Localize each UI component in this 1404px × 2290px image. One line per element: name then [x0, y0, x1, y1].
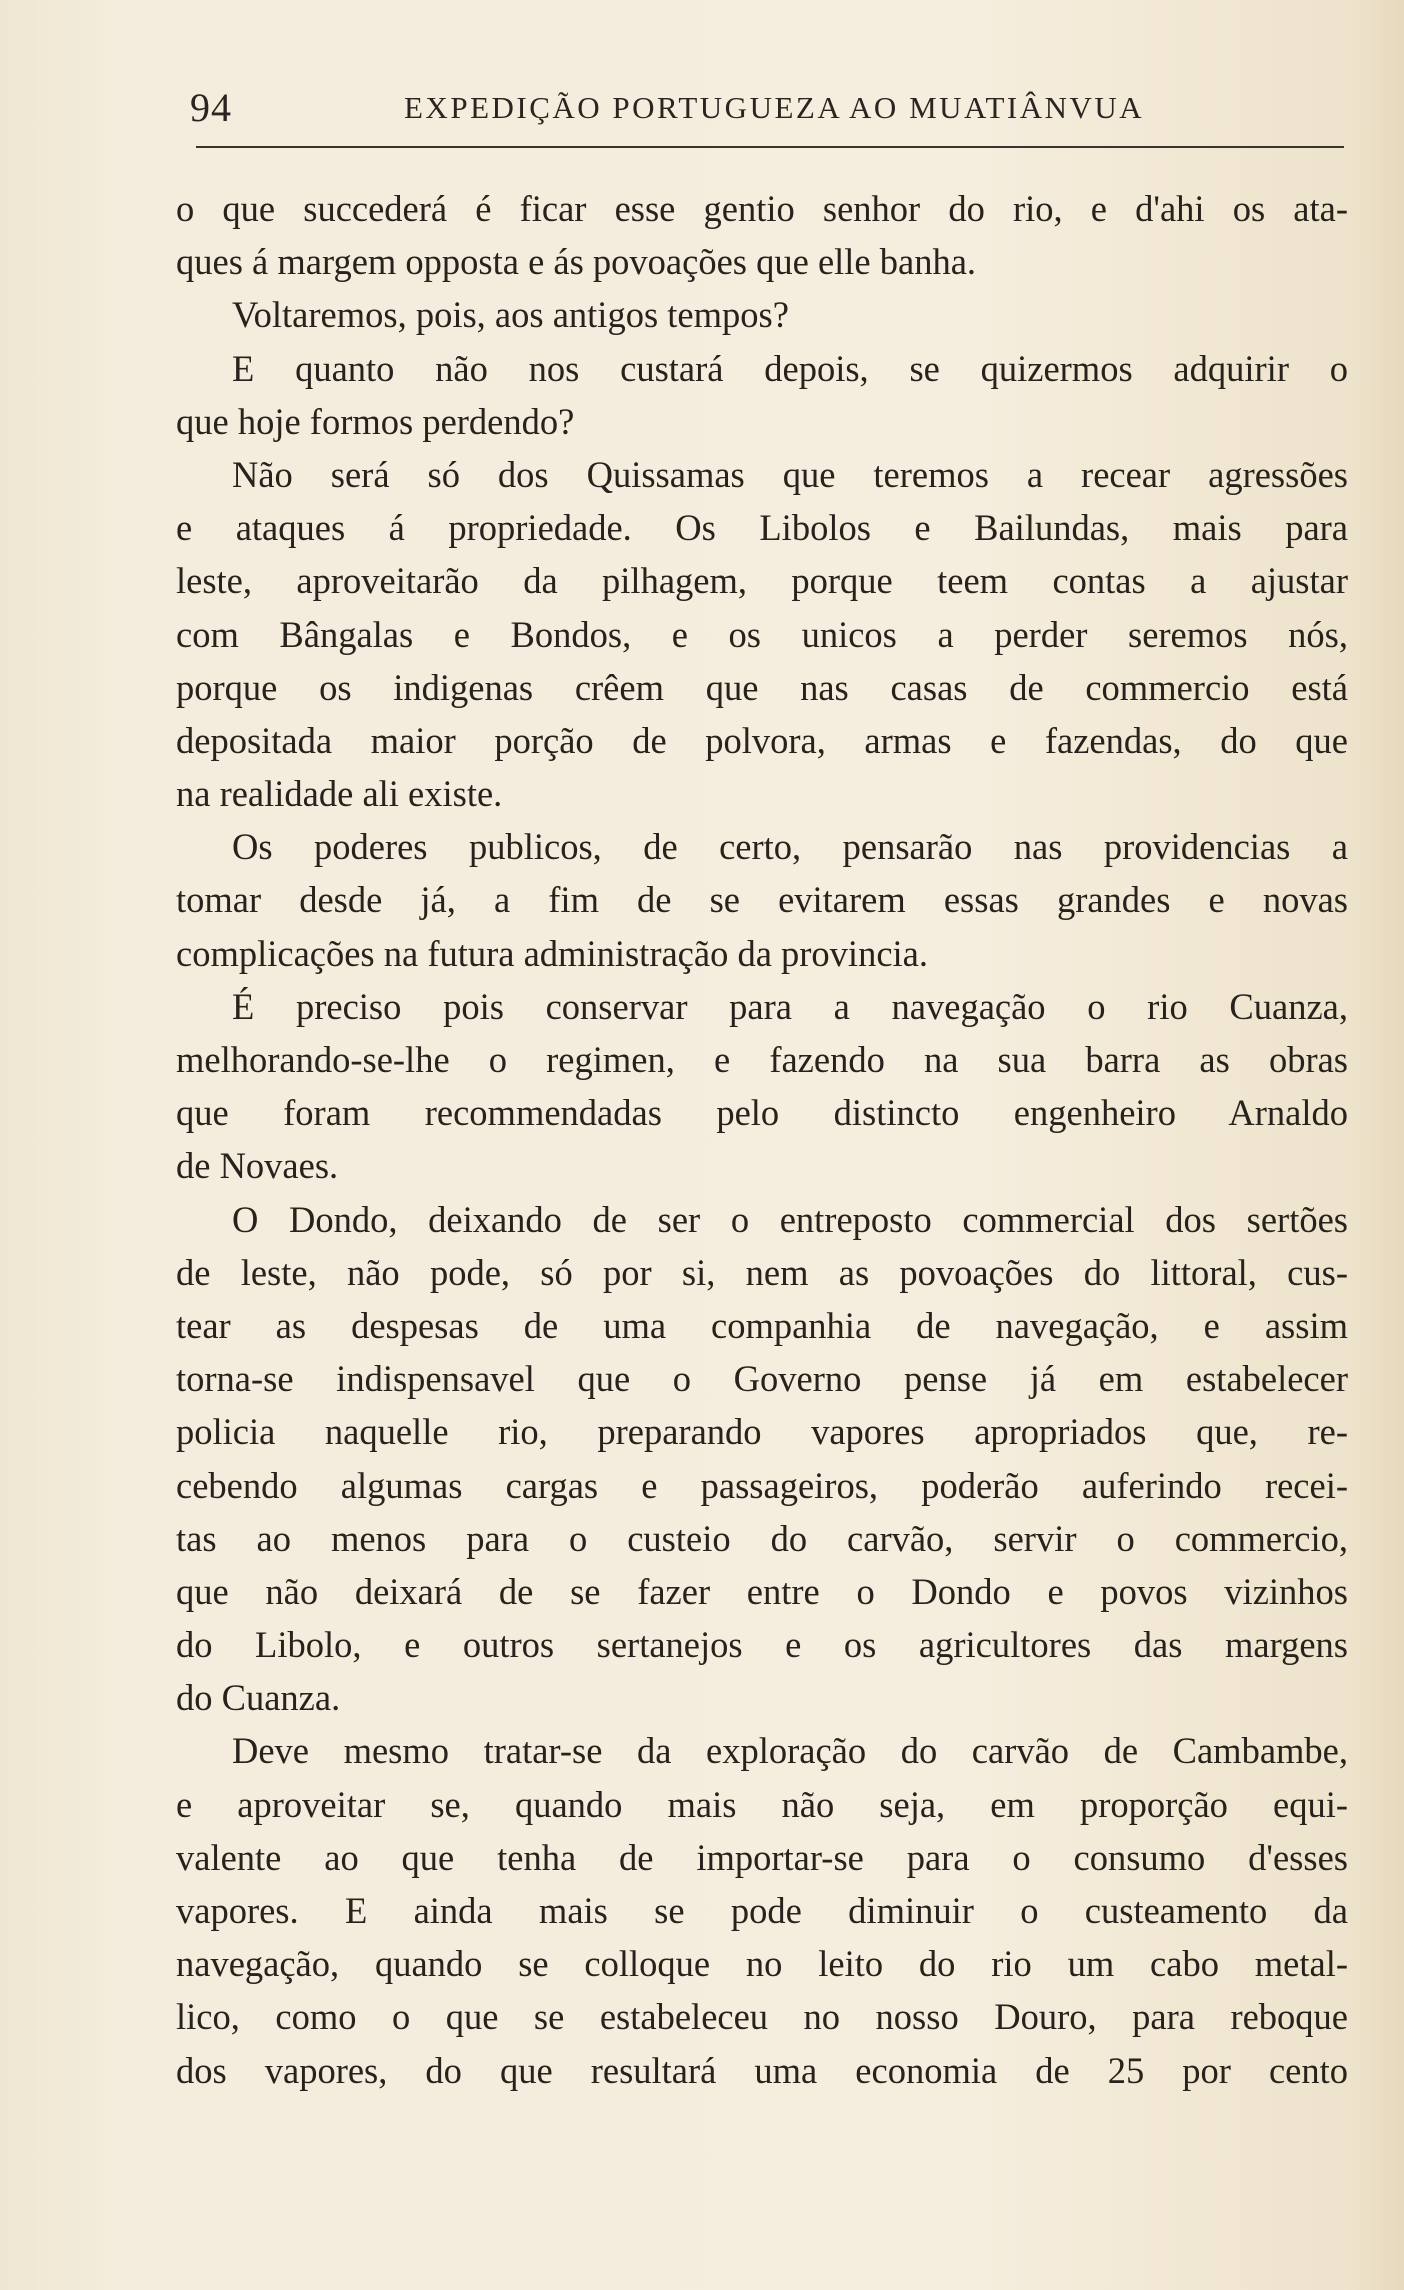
text-line: E quanto não nos custará depois, se quizermos adquirir o: [232, 347, 1348, 389]
header-rule: [196, 146, 1344, 148]
text-line: Deve mesmo tratar-se da exploração do carvão de Cambambe,: [232, 1730, 1348, 1772]
text-line: com Bângalas e Bondos, e os unicos a perder seremos nós,: [176, 613, 1348, 655]
text-line: ques á margem opposta e ás povoações que elle banha.: [176, 241, 977, 283]
text-line: o que succederá é ficar esse gentio senhor do rio, e d'ahi os ata-: [176, 188, 1348, 229]
text-line: vapores. E ainda mais se pode diminuir o custeamento da: [176, 1890, 1348, 1931]
text-line: dos vapores, do que resultará uma economia de 25 por cento: [176, 2049, 1348, 2091]
text-line: Não será só dos Quissamas que teremos a recear agressões: [232, 453, 1348, 495]
page-number: 94: [190, 85, 232, 130]
text-line: leste, aproveitarão da pilhagem, porque teem contas a ajustar: [176, 560, 1348, 602]
text-line: e ataques á propriedade. Os Libolos e Bailundas, mais para: [176, 507, 1348, 549]
text-line: porque os indigenas crêem que nas casas de commercio está: [176, 666, 1348, 708]
text-line: depositada maior porção de polvora, armas e fazendas, do que: [176, 719, 1348, 761]
text-line: tas ao menos para o custeio do carvão, servir o commercio,: [176, 1517, 1348, 1559]
text-line: É preciso pois conservar para a navegação o rio Cuanza,: [232, 985, 1348, 1027]
text-line: torna-se indispensavel que o Governo pense já em estabelecer: [176, 1358, 1348, 1400]
text-line: navegação, quando se colloque no leito do rio um cabo metal-: [176, 1943, 1348, 1985]
text-line: O Dondo, deixando de ser o entreposto commercial dos sertões: [232, 1198, 1348, 1240]
text-line: Voltaremos, pois, aos antigos tempos?: [232, 294, 789, 336]
text-line: que não deixará de se fazer entre o Dondo e povos vizinhos: [176, 1570, 1348, 1612]
text-line: lico, como o que se estabeleceu no nosso Douro, para reboque: [176, 1996, 1348, 2038]
page-header: [190, 80, 1350, 140]
text-line: policia naquelle rio, preparando vapores apropriados que, re-: [176, 1411, 1348, 1453]
body-text: [176, 182, 1348, 2097]
text-line: tear as despesas de uma companhia de navegação, e assim: [176, 1304, 1348, 1346]
text-line: do Cuanza.: [176, 1677, 341, 1719]
running-title: EXPEDIÇÃO PORTUGUEZA AO MUATIÂNVUA: [404, 90, 1145, 125]
text-line: tomar desde já, a fim de se evitarem essas grandes e novas: [176, 879, 1348, 921]
text-line: de leste, não pode, só por si, nem as povoações do littoral, cus-: [176, 1251, 1348, 1293]
text-line: na realidade ali existe.: [176, 773, 503, 815]
text-line: do Libolo, e outros sertanejos e os agricultores das margens: [176, 1624, 1348, 1666]
text-line: que foram recommendadas pelo distincto engenheiro Arnaldo: [176, 1092, 1348, 1134]
text-line: de Novaes.: [176, 1145, 339, 1187]
text-line: e aproveitar se, quando mais não seja, em proporção equi-: [176, 1783, 1348, 1825]
text-line: cebendo algumas cargas e passageiros, poderão auferindo recei-: [176, 1464, 1348, 1506]
text-line: que hoje formos perdendo?: [176, 400, 575, 442]
text-line: complicações na futura administração da provincia.: [176, 932, 928, 974]
text-line: Os poderes publicos, de certo, pensarão nas providencias a: [232, 826, 1348, 868]
text-line: melhorando-se-lhe o regimen, e fazendo na sua barra as obras: [176, 1039, 1348, 1080]
text-line: valente ao que tenha de importar-se para o consumo d'esses: [176, 1836, 1348, 1878]
